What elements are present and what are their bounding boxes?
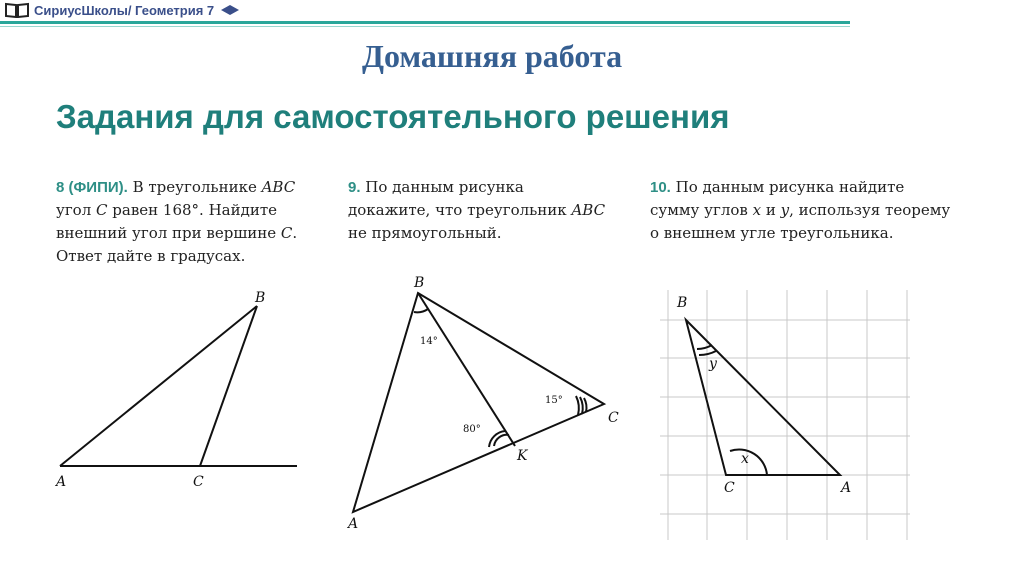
fig10-label-a: A	[841, 480, 852, 496]
figure-8-triangle	[60, 306, 297, 466]
fig9-label-a: A	[348, 516, 359, 532]
fig10-label-b: B	[677, 295, 688, 311]
brand-label: СириусШколы/ Геометрия 7	[34, 2, 215, 18]
fig9-angle-b: 14°	[420, 336, 438, 347]
task-8: 8 (ФИПИ). В треугольнике ABC угол C равен 168°. Найдите внешний угол при вершине C. Ответ дайте в градусах.	[56, 178, 298, 265]
section-title: Задания для самостоятельного решения	[56, 98, 730, 135]
figure-10-grid	[660, 290, 910, 540]
task-number: 10.	[650, 179, 671, 196]
fig10-label-x: x	[741, 451, 749, 467]
task-9: 9. По данным рисунка докажите, что треугольник ABC не прямоугольный.	[348, 178, 606, 242]
fig9-angle-k: 80°	[463, 424, 481, 435]
fig9-label-c: C	[608, 410, 619, 426]
fig8-label-b: B	[255, 290, 266, 306]
fig8-label-a: A	[56, 474, 67, 490]
fig8-label-c: C	[193, 474, 204, 490]
task-10: 10. По данным рисунка найдите сумму углов x и y, используя теорему о внешнем угле треугольника.	[650, 178, 951, 242]
fig9-label-b: B	[414, 275, 425, 291]
page-title: Домашняя работа	[361, 38, 623, 74]
fig10-label-y: y	[709, 356, 717, 372]
fig9-angle-c: 15°	[545, 395, 563, 406]
task-number: 9.	[348, 179, 361, 196]
task-number: 8 (ФИПИ).	[56, 179, 128, 196]
figure-9-triangle	[353, 293, 604, 512]
fig10-label-c: C	[724, 480, 735, 496]
fig9-label-k: K	[517, 448, 528, 464]
